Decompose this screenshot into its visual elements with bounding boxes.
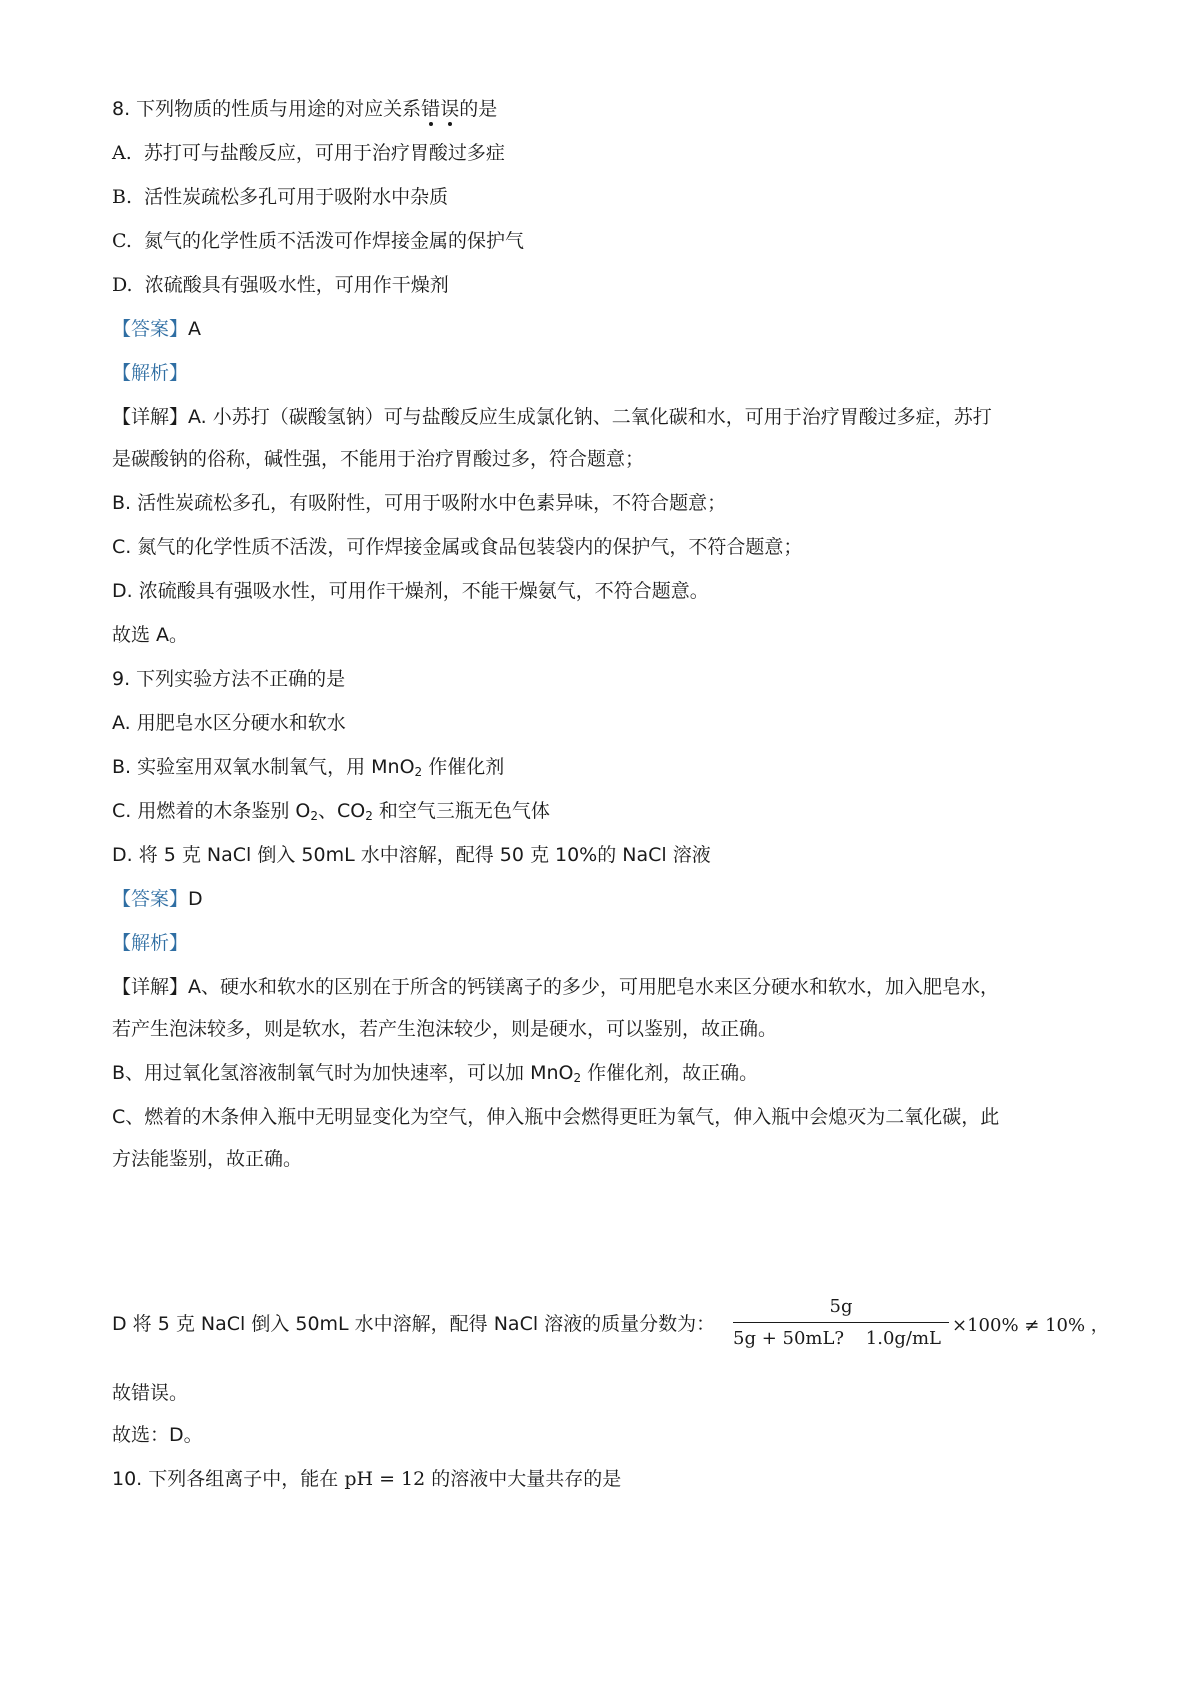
question-9-detail-line: 方法能鉴别，故正确。 <box>112 1148 303 1170</box>
question-8-option-d: D. 浓硫酸具有强吸水性，可用作干燥剂 <box>112 274 449 296</box>
fraction-denominator: 1.0g/mL <box>865 1328 941 1349</box>
question-9-detail-line: 【详解】A、硬水和软水的区别在于所含的钙镁离子的多少，可用肥皂水来区分硬水和软水，加入肥皂水， <box>112 976 1000 998</box>
question-8-option-a: A. 苏打可与盐酸反应，可用于治疗胃酸过多症 <box>112 142 505 164</box>
formula-result: ×100% ≠ 10% ， <box>952 1315 1109 1336</box>
question-9-option-d: D. 将 5 克 NaCl 倒入 50mL 水中溶解，配得 50 克 10%的 NaCl 溶液 <box>112 844 711 866</box>
mass-fraction-formula <box>733 1296 949 1352</box>
question-9-option-b: B. 实验室用双氧水制氧气，用 MnO$_2$ 作催化剂 <box>112 756 505 779</box>
question-8-detail-line: 是碳酸钠的俗称，碱性强，不能用于治疗胃酸过多，符合题意； <box>112 448 645 470</box>
question-8-detail-line: C. 氮气的化学性质不活泼，可作焊接金属或食品包装袋内的保护气，不符合题意； <box>112 536 803 558</box>
answer-value: A <box>188 318 202 340</box>
answer-value: D <box>188 888 203 910</box>
question-9-stem: 9. 下列实验方法不正确的是 <box>112 668 346 690</box>
emphasis-char: 错 <box>421 98 441 120</box>
question-9-option-a: A. 用肥皂水区分硬水和软水 <box>112 712 346 734</box>
question-8-stem: 8. 下列物质的性质与用途的对应关系错误的是 <box>112 98 498 120</box>
question-9-answer <box>112 886 203 912</box>
fraction-denominator: 5g + 50mL? <box>733 1328 845 1349</box>
question-8-detail-line: B. 活性炭疏松多孔，有吸附性，可用于吸附水中色素异味，不符合题意； <box>112 492 727 514</box>
question-9-detail-line: 若产生泡沫较多，则是软水，若产生泡沫较少，则是硬水，可以鉴别，故正确。 <box>112 1018 778 1040</box>
question-10-stem: 10. 下列各组离子中，能在 pH = 12 的溶液中大量共存的是 <box>112 1468 622 1490</box>
question-9-detail-line: C、燃着的木条伸入瓶中无明显变化为空气，伸入瓶中会燃得更旺为氧气，伸入瓶中会熄灭为二氧化碳，此 <box>112 1106 1000 1128</box>
question-8-detail-line: D. 浓硫酸具有强吸水性，可用作干燥剂，不能干燥氨气，不符合题意。 <box>112 580 709 602</box>
question-9-analysis-tag: 【解析】 <box>112 932 189 954</box>
question-8-analysis-tag: 【解析】 <box>112 362 189 384</box>
question-8-conclusion: 故选 A。 <box>112 624 189 646</box>
question-9-detail-line: D 将 5 克 NaCl 倒入 50mL 水中溶解，配得 NaCl 溶液的质量分数为： <box>112 1313 716 1335</box>
question-8-answer <box>112 316 201 342</box>
fraction-numerator: 5g <box>829 1296 853 1317</box>
fraction-bar <box>733 1322 949 1323</box>
answer-tag: 【答案】 <box>112 888 189 910</box>
question-9-conclusion: 故选：D。 <box>112 1424 203 1446</box>
question-9-detail-line: 故错误。 <box>112 1382 189 1404</box>
question-8-option-b: B. 活性炭疏松多孔可用于吸附水中杂质 <box>112 186 449 208</box>
question-8-detail-line: 【详解】A. 小苏打（碳酸氢钠）可与盐酸反应生成氯化钠、二氧化碳和水，可用于治疗胃酸过多症，苏打 <box>112 406 992 428</box>
emphasis-char: 误 <box>440 98 460 120</box>
question-8-option-c: C. 氮气的化学性质不活泼可作焊接金属的保护气 <box>112 230 525 252</box>
answer-tag: 【答案】 <box>112 318 189 340</box>
question-9-option-c: C. 用燃着的木条鉴别 $O_2$、$CO_2$ 和空气三瓶无色气体 <box>112 800 550 823</box>
question-9-detail-line: B、用过氧化氢溶液制氧气时为加快速率，可以加 MnO$_2$ 作催化剂，故正确。 <box>112 1062 759 1085</box>
